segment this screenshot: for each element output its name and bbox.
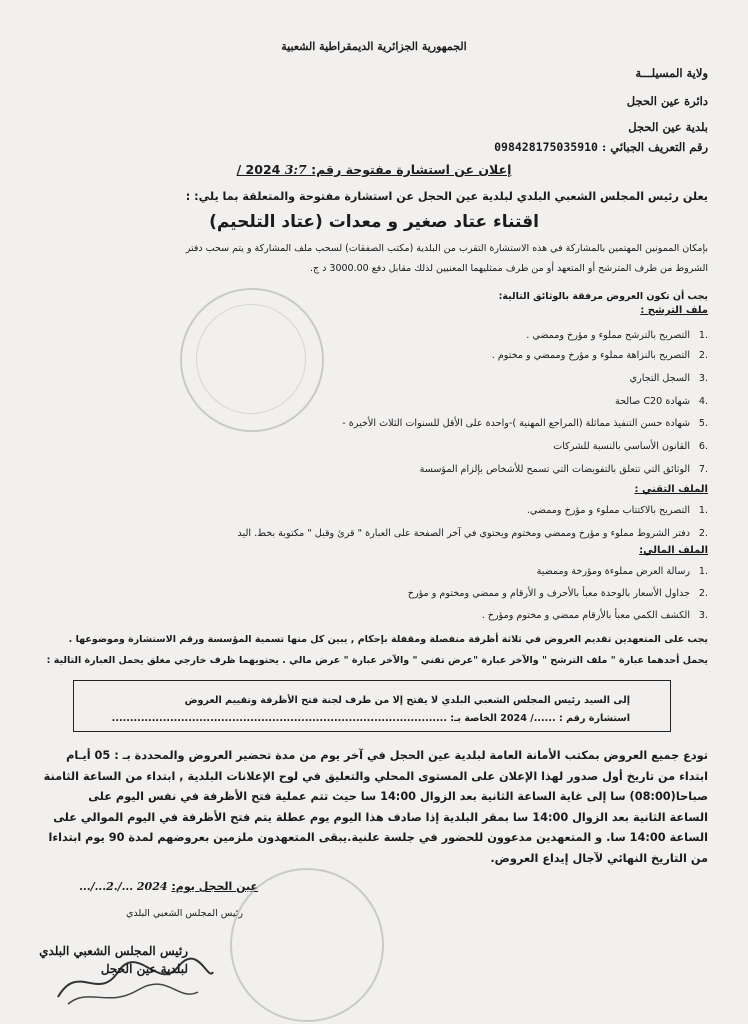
tax-id	[494, 140, 708, 154]
daira-label: دائرة عين الحجل	[626, 94, 708, 108]
deposit-line-4: الساعة الثانية بعد الزوال 14:00 سا بمقر البلدية إذا صادف هذا اليوم يوم عطلة يتم فتح الأظرفة في اليوم الموالي على	[53, 810, 708, 824]
subject-title: اقتناء عتاد صغير و معدات (عتاد التلحيم)	[209, 212, 539, 232]
commune-label: بلدية عين الحجل	[628, 120, 708, 134]
deposit-paragraph	[40, 746, 708, 869]
tax-id-value: 098428175035910	[494, 140, 598, 154]
envelope-line-2: يحمل أحدهما عبارة " ملف الترشح " والآخر عبارة "عرض تقني " والآخر عبارة " عرض مالي . يحتويهما ظرف خارجي مغلق يحمل العبارة التالية :	[46, 655, 708, 666]
list-item: .3الكشف الكمي معبأ بالأرقام ممضي و مختوم ومؤرخ .	[481, 610, 708, 621]
date-label: عين الحجل يوم:	[171, 880, 258, 893]
announcement-title	[0, 162, 748, 177]
financial-list	[40, 566, 708, 626]
list-item: .1التصريح بالاكتتاب مملوء و مؤرخ وممضي.	[526, 505, 708, 516]
deposit-line-2: ابتداء من تاريخ أول صدور لهذا الإعلان على المستوى المحلي والتعليق في لوح الإعلانات البلدية , ابتداء من الساعة الثامنة	[43, 769, 708, 783]
intro-line: يعلن رئيس المجلس الشعبي البلدي لبلدية عين الحجل عن استشارة مفتوحة والمتعلقة بما يلي: :	[185, 190, 708, 203]
deposit-line-1: تودع جميع العروض بمكتب الأمانة العامة لبلدية عين الحجل في آخر يوم من مدة تحضير العروض والمحددة بـ : 05 أيـام	[66, 749, 708, 762]
list-item: .4شهادة C20 صالحة	[614, 396, 708, 407]
deposit-line-6: من التاريخ النهائي لآجال إيداع العروض.	[490, 851, 708, 865]
technical-list	[30, 505, 708, 545]
title-prefix: إعلان عن استشارة مفتوحة رقم:	[311, 162, 512, 177]
wilaya-label: ولاية المسيلـــة	[635, 66, 708, 80]
offers-intro: يجب أن تكون العروض مرفقة بالوثائق التالية:	[498, 291, 708, 302]
signature-date	[79, 880, 258, 893]
signatory-title: رئيس المجلس الشعبي البلدي	[125, 908, 243, 919]
list-item: .1رسالة العرض مملوءة ومؤرخة وممضية	[536, 566, 708, 577]
list-item: .2دفتر الشروط مملوء و مؤرخ وممضي ومختوم ويحتوي في آخر الصفحة على العبارة " قرئ وقبل " مكتوبة بخط. اليد	[237, 528, 708, 539]
box-line-1: إلى السيد رئيس المجلس الشعبي البلدي لا يفتح إلا من طرف لجنة فتح الأظرفة وتقييم العروض	[184, 695, 630, 706]
list-item: .5شهادة حسن التنفيذ مماثلة (المراجع المهنية )-واحدة على الأقل للسنوات الثلاث الأخيرة -	[342, 418, 708, 429]
box-line-2: استشارة رقم : ....../ 2024 الخاصة بـ: ............................................................................................	[111, 713, 630, 724]
list-item: .1التصريح بالترشح مملوء و مؤرخ وممضي .	[526, 330, 708, 341]
envelope-line-1: يجب على المتعهدين تقديم العروض في ثلاثة أظرفة منفصلة ومقفلة بإحكام , يبين كل منها تسمية المؤسسة ورقم الاستشارة وموضوعها .	[68, 634, 708, 645]
deposit-line-5: الساعة 14:00 سا. و المتعهدين مدعوون للحضور في جلسة علنية.يبقى المتعهدون ملزمين بعروضهم لمدة 90 يوم ابتداءا	[48, 831, 708, 844]
participation-line-2: الشروط من طرف المترشح أو المتعهد أو من طرف ممثليهما المعنيين لذلك مقابل دفع 3000.00 د ج.	[309, 263, 708, 274]
date-value: 2024 .../.2.../...	[79, 880, 168, 893]
list-item: .3السجل التجاري	[629, 373, 708, 384]
stamp-text-line-2: لبلدية عين الحجل	[100, 962, 188, 976]
bottom-stamp	[230, 868, 384, 1022]
round-stamp	[180, 288, 324, 432]
envelope-box	[73, 680, 671, 732]
deposit-line-3: صباحا(08:00) سا إلى غاية الساعة الثانية بعد الزوال 14:00 سا حيث تتم عملية فتح الأظرفة في نفس اليوم على	[88, 790, 708, 803]
title-number: 3:7	[284, 162, 307, 177]
candidacy-title: ملف الترشح :	[640, 305, 708, 316]
list-item: .2جداول الأسعار بالوحدة معبأ بالأحرف و الأرقام و ممضي ومختوم و مؤرخ	[407, 588, 708, 599]
list-item: .7الوثائق التي تتعلق بالتفويضات التي تسمح للأشخاص بإلزام المؤسسة	[419, 464, 708, 475]
list-item: .2التصريح بالنزاهة مملوء و مؤرخ وممضي و مختوم .	[491, 350, 708, 361]
tax-id-label: رقم التعريف الجبائي :	[601, 140, 708, 154]
title-suffix: 2024 /	[236, 162, 281, 177]
candidacy-list	[40, 330, 708, 480]
participation-line-1: بإمكان الممونين المهتمين بالمشاركة في هذه الاستشارة التقرب من البلدية (مكتب الصفقات) لسحب ملف المشاركة و يتم سحب دفتر	[185, 243, 708, 254]
list-item: .6القانون الأساسي بالنسبة للشركات	[553, 441, 708, 452]
stamp-text-line-1: رئيس المجلس الشعبي البلدي	[39, 944, 188, 958]
republic-header: الجمهورية الجزائرية الديمقراطية الشعبية	[281, 40, 467, 53]
technical-title: الملف التقني :	[634, 484, 708, 495]
financial-title: الملف المالي:	[639, 545, 708, 556]
